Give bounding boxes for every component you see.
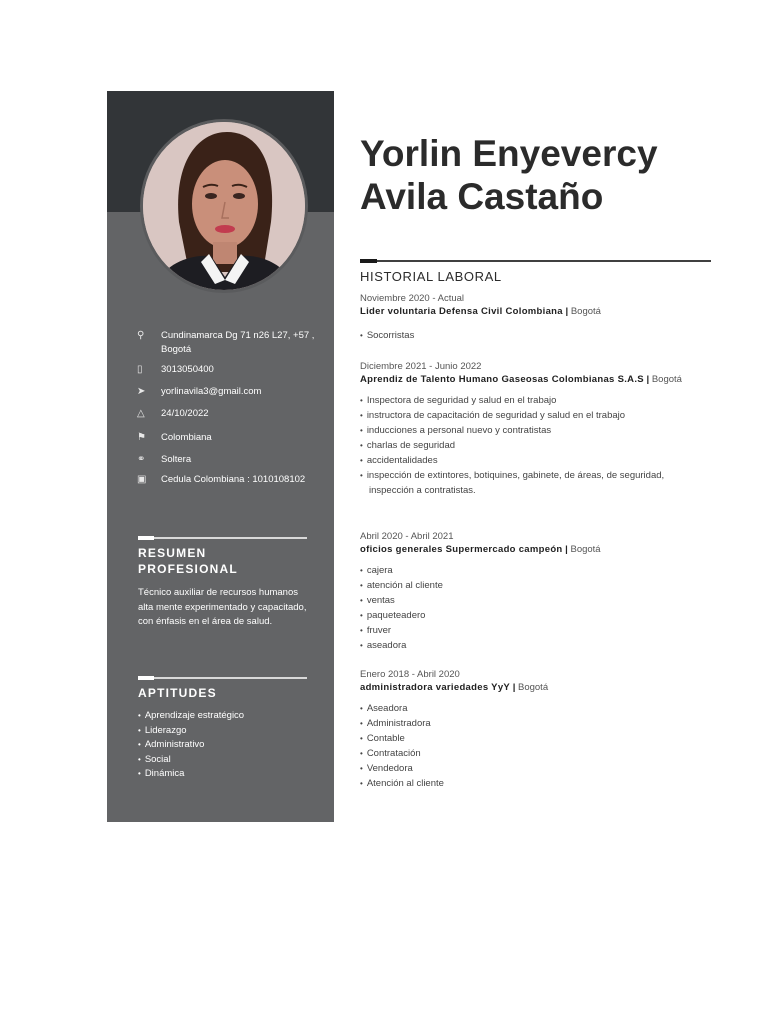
duties-list <box>360 701 705 791</box>
list-item: • Social <box>138 753 244 768</box>
job-title: oficios generales Supermercado campeón | Bogotá <box>360 544 601 555</box>
list-item: • fruver <box>360 623 705 638</box>
id-card-icon: ▣ <box>137 474 147 485</box>
job-title: Lider voluntaria Defensa Civil Colombiana | Bogotá <box>360 306 601 317</box>
send-icon: ➤ <box>137 386 146 397</box>
list-item: • Administrativo <box>138 738 244 753</box>
list-item: • charlas de seguridad <box>360 438 705 453</box>
list-item: • inducciones a personal nuevo y contratistas <box>360 423 705 438</box>
list-item: • instructora de capacitación de seguridad y salud en el trabajo <box>360 408 705 423</box>
duties-list <box>360 328 705 343</box>
email-text: yorlinavila3@gmail.com <box>161 386 262 397</box>
name-line-1: Yorlin Enyevercy <box>360 133 658 174</box>
list-item: • Atención al cliente <box>360 776 705 791</box>
summary-text: Técnico auxiliar de recursos humanos alta mente experimentado y capacitado, con énfasis en el área de salud. <box>138 587 307 627</box>
job-dates: Enero 2018 - Abril 2020 <box>360 669 460 680</box>
nationality-text: Colombiana <box>161 432 212 443</box>
skills-divider <box>138 677 307 679</box>
duties-list <box>360 393 705 498</box>
cake-icon: △ <box>137 408 145 419</box>
job-entry <box>360 530 705 653</box>
contact-nationality <box>137 431 317 445</box>
contact-phone <box>137 363 317 377</box>
job-entry <box>360 668 705 791</box>
list-item: • Liderazgo <box>138 724 244 739</box>
flag-icon: ⚑ <box>137 432 146 443</box>
list-item: • Aprendizaje estratégico <box>138 709 244 724</box>
list-item: • paqueteadero <box>360 608 705 623</box>
list-item: • aseadora <box>360 638 705 653</box>
contact-id-document <box>137 473 317 487</box>
job-entry <box>360 360 705 498</box>
contact-email <box>137 385 317 399</box>
contact-birthdate <box>137 407 317 421</box>
list-item: • atención al cliente <box>360 578 705 593</box>
list-item: • accidentalidades <box>360 453 705 468</box>
marital-status-text: Soltera <box>161 454 192 465</box>
phone-icon: ▯ <box>137 364 143 375</box>
duties-list <box>360 563 705 653</box>
job-dates: Abril 2020 - Abril 2021 <box>360 531 454 542</box>
list-item: • Aseadora <box>360 701 705 716</box>
contact-marital-status <box>137 453 317 467</box>
skills-heading: APTITUDES <box>138 686 217 700</box>
list-item: • Socorristas <box>360 328 705 343</box>
list-item: • Inspectora de seguridad y salud en el trabajo <box>360 393 705 408</box>
id-document-text: Cedula Colombiana : 1010108102 <box>161 474 306 485</box>
work-history-divider <box>360 260 711 262</box>
job-dates: Diciembre 2021 - Junio 2022 <box>360 361 482 372</box>
name-line-2: Avila Castaño <box>360 176 604 217</box>
list-item: • cajera <box>360 563 705 578</box>
list-item: • Contable <box>360 731 705 746</box>
sidebar <box>107 91 334 822</box>
list-item: • Vendedora <box>360 761 705 776</box>
work-history-heading: HISTORIAL LABORAL <box>360 269 502 284</box>
contact-address <box>137 329 317 357</box>
phone-text: 3013050400 <box>161 364 214 375</box>
job-entry <box>360 292 705 343</box>
summary-heading: RESUMEN PROFESIONAL <box>138 546 238 576</box>
list-item: • Contratación <box>360 746 705 761</box>
summary-divider <box>138 537 307 539</box>
skills-list <box>138 709 244 782</box>
list-item: • Dinámica <box>138 767 244 782</box>
job-title: Aprendiz de Talento Humano Gaseosas Colombianas S.A.S | Bogotá <box>360 374 682 385</box>
address-text: Cundinamarca Dg 71 n26 L27, +57 , Bogotá <box>161 330 315 355</box>
list-item: • ventas <box>360 593 705 608</box>
candidate-name <box>360 132 658 218</box>
profile-photo <box>140 119 308 293</box>
job-dates: Noviembre 2020 - Actual <box>360 293 465 304</box>
birthdate-text: 24/10/2022 <box>161 408 209 419</box>
rings-icon: ⚭ <box>137 454 146 465</box>
job-title: administradora variedades YyY | Bogotá <box>360 682 549 693</box>
list-item: • Administradora <box>360 716 705 731</box>
location-pin-icon: ⚲ <box>137 330 145 341</box>
list-item: • inspección de extintores, botiquines, gabinete, de áreas, de seguridad, inspección a contratistas. <box>360 468 705 498</box>
